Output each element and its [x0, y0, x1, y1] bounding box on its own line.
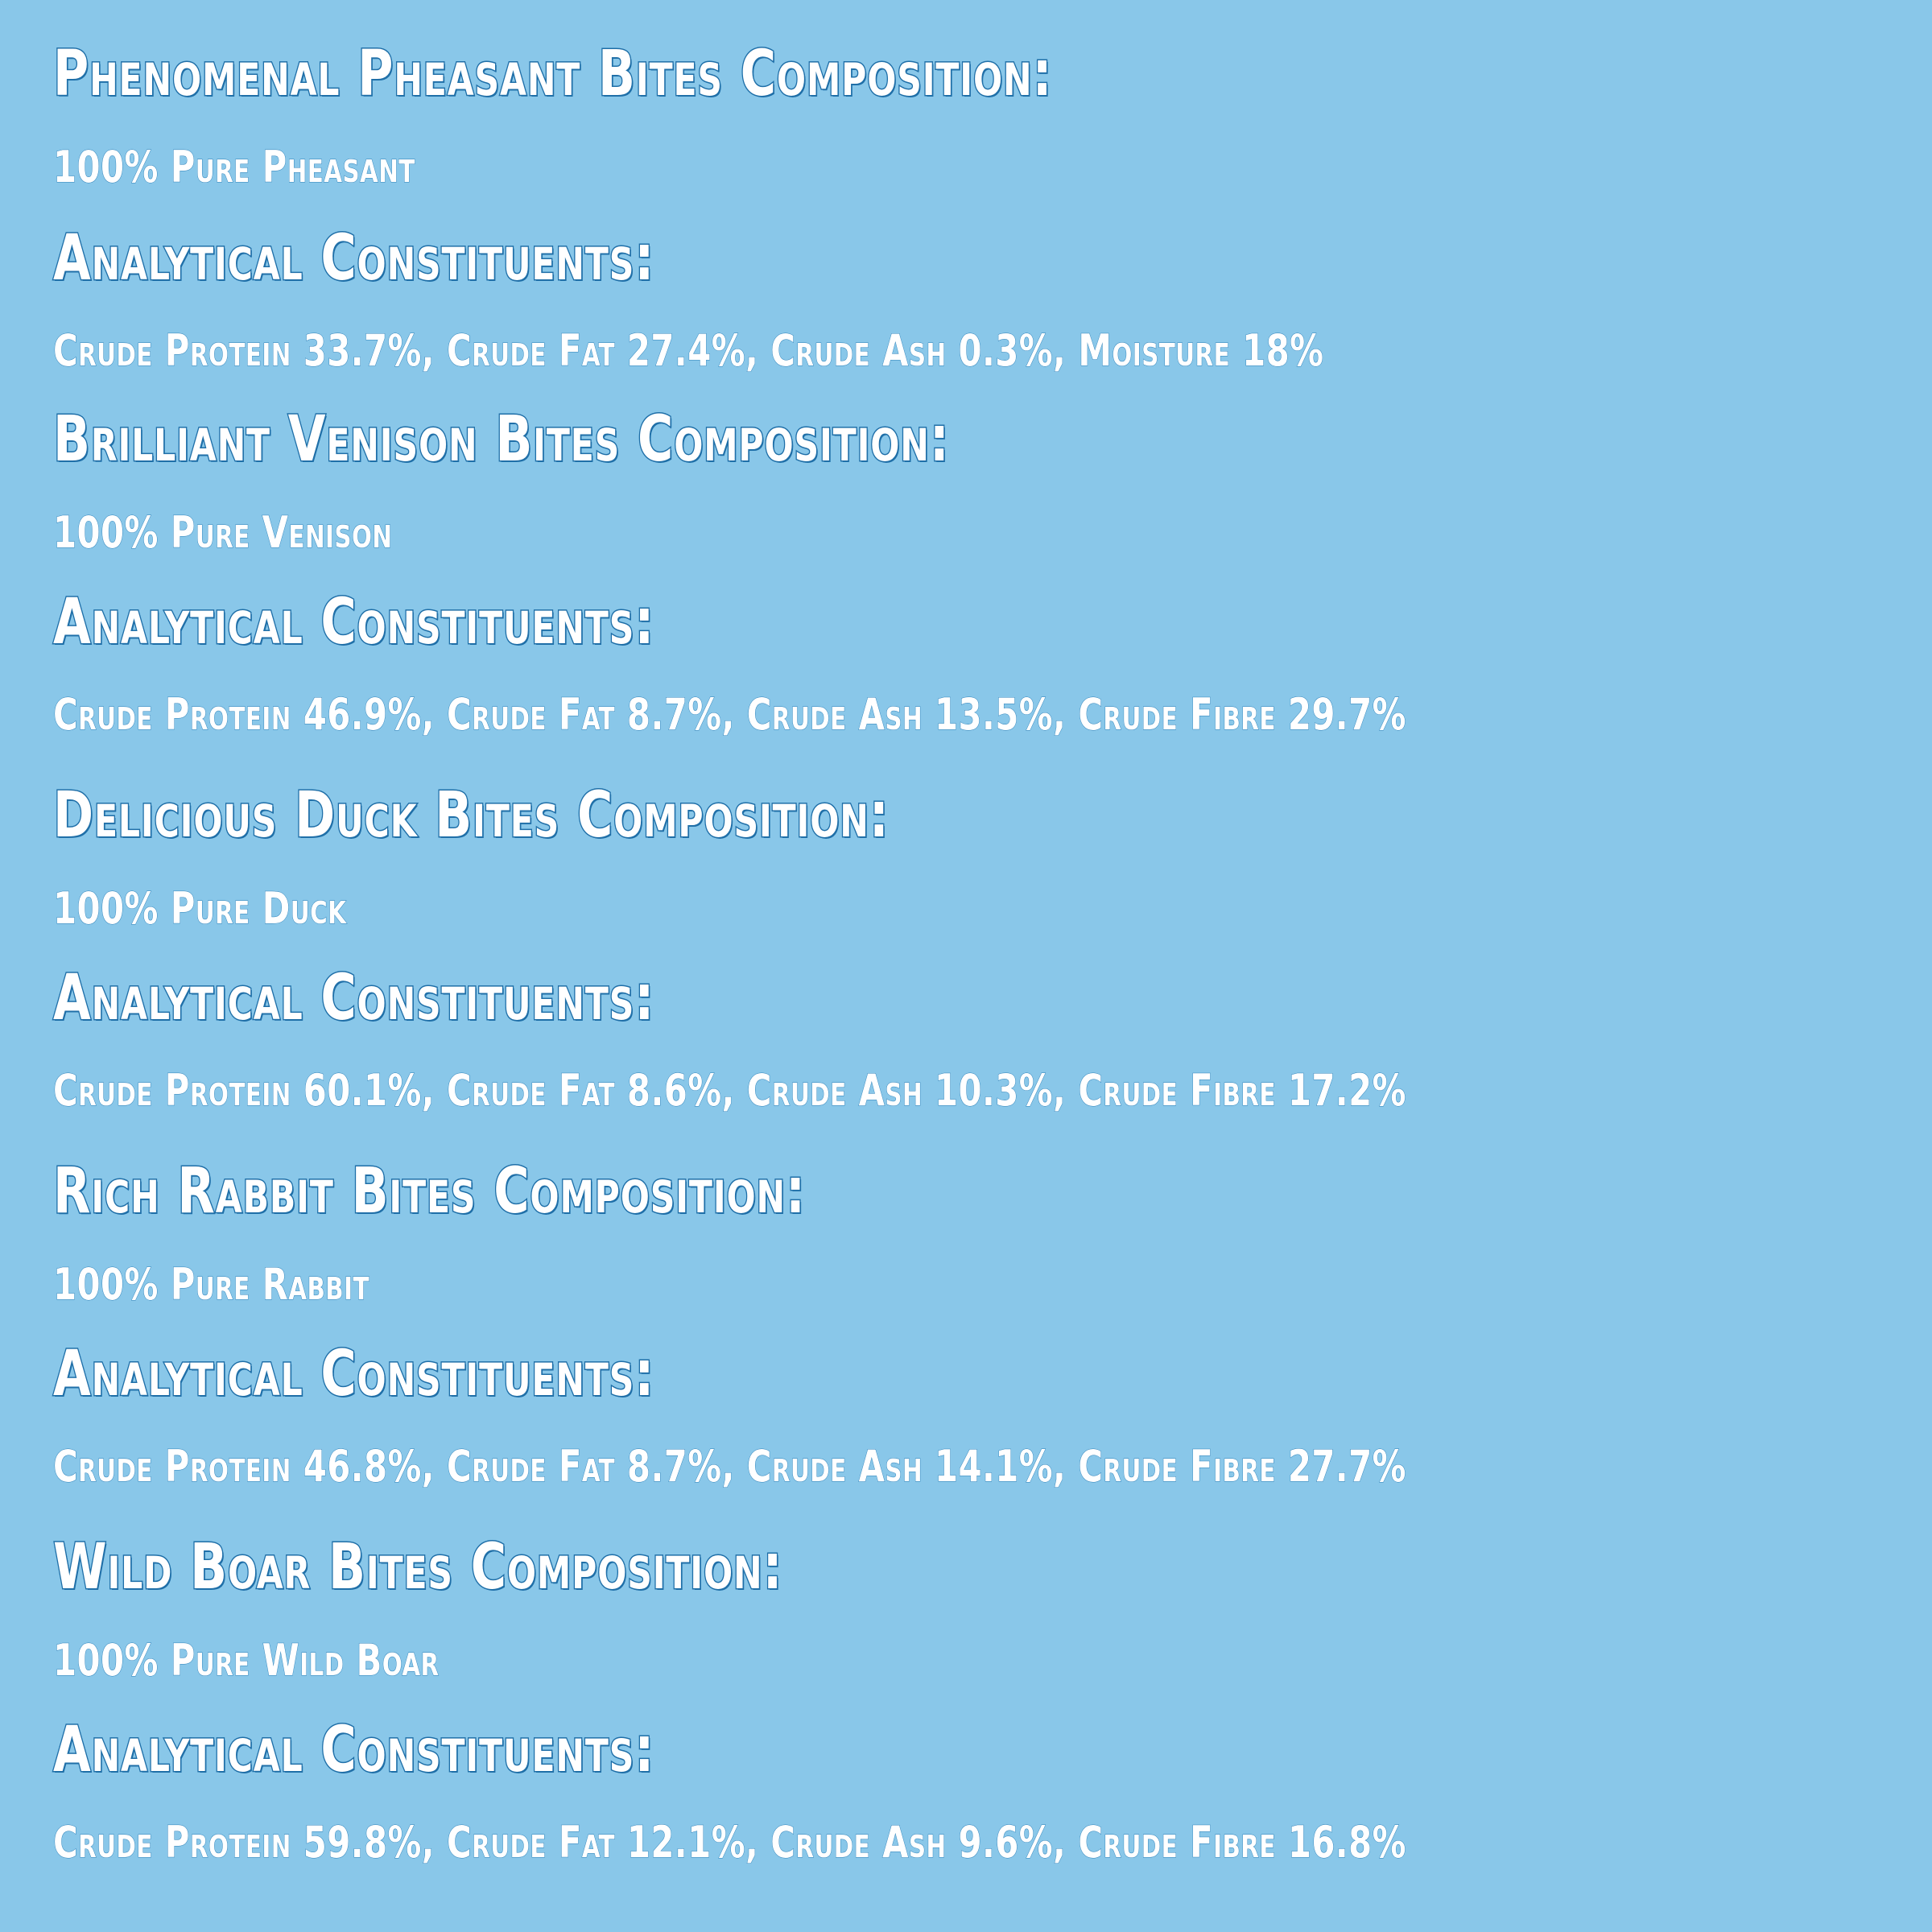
duck-constituents-heading: Analytical Constituents:	[53, 962, 655, 1034]
pheasant-constituents-heading: Analytical Constituents:	[53, 222, 655, 295]
duck-composition-heading: Delicious Duck Bites Composition:	[53, 779, 890, 852]
pheasant-constituents-text: Crude Protein 33.7%, Crude Fat 27.4%, Crude Ash 0.3%, Moisture 18%	[53, 325, 1324, 376]
wild-boar-constituents-text: Crude Protein 59.8%, Crude Fat 12.1%, Crude Ash 9.6%, Crude Fibre 16.8%	[53, 1817, 1406, 1868]
rabbit-constituents-heading: Analytical Constituents:	[53, 1338, 655, 1410]
pheasant-composition-heading: Phenomenal Pheasant Bites Composition:	[53, 38, 1053, 110]
wild-boar-constituents-heading: Analytical Constituents:	[53, 1714, 655, 1786]
venison-constituents-heading: Analytical Constituents:	[53, 586, 655, 658]
venison-composition-heading: Brilliant Venison Bites Composition:	[53, 403, 950, 476]
wild-boar-composition-text: 100% Pure Wild Boar	[53, 1635, 440, 1686]
venison-composition-text: 100% Pure Venison	[53, 507, 393, 558]
venison-constituents-text: Crude Protein 46.9%, Crude Fat 8.7%, Crude Ash 13.5%, Crude Fibre 29.7%	[53, 689, 1406, 740]
rabbit-composition-heading: Rich Rabbit Bites Composition:	[53, 1155, 807, 1228]
duck-constituents-text: Crude Protein 60.1%, Crude Fat 8.6%, Crude Ash 10.3%, Crude Fibre 17.2%	[53, 1065, 1406, 1116]
rabbit-composition-text: 100% Pure Rabbit	[53, 1259, 369, 1310]
wild-boar-composition-heading: Wild Boar Bites Composition:	[53, 1531, 783, 1604]
duck-composition-text: 100% Pure Duck	[53, 883, 347, 934]
rabbit-constituents-text: Crude Protein 46.8%, Crude Fat 8.7%, Crude Ash 14.1%, Crude Fibre 27.7%	[53, 1441, 1406, 1492]
pheasant-composition-text: 100% Pure Pheasant	[53, 142, 415, 192]
